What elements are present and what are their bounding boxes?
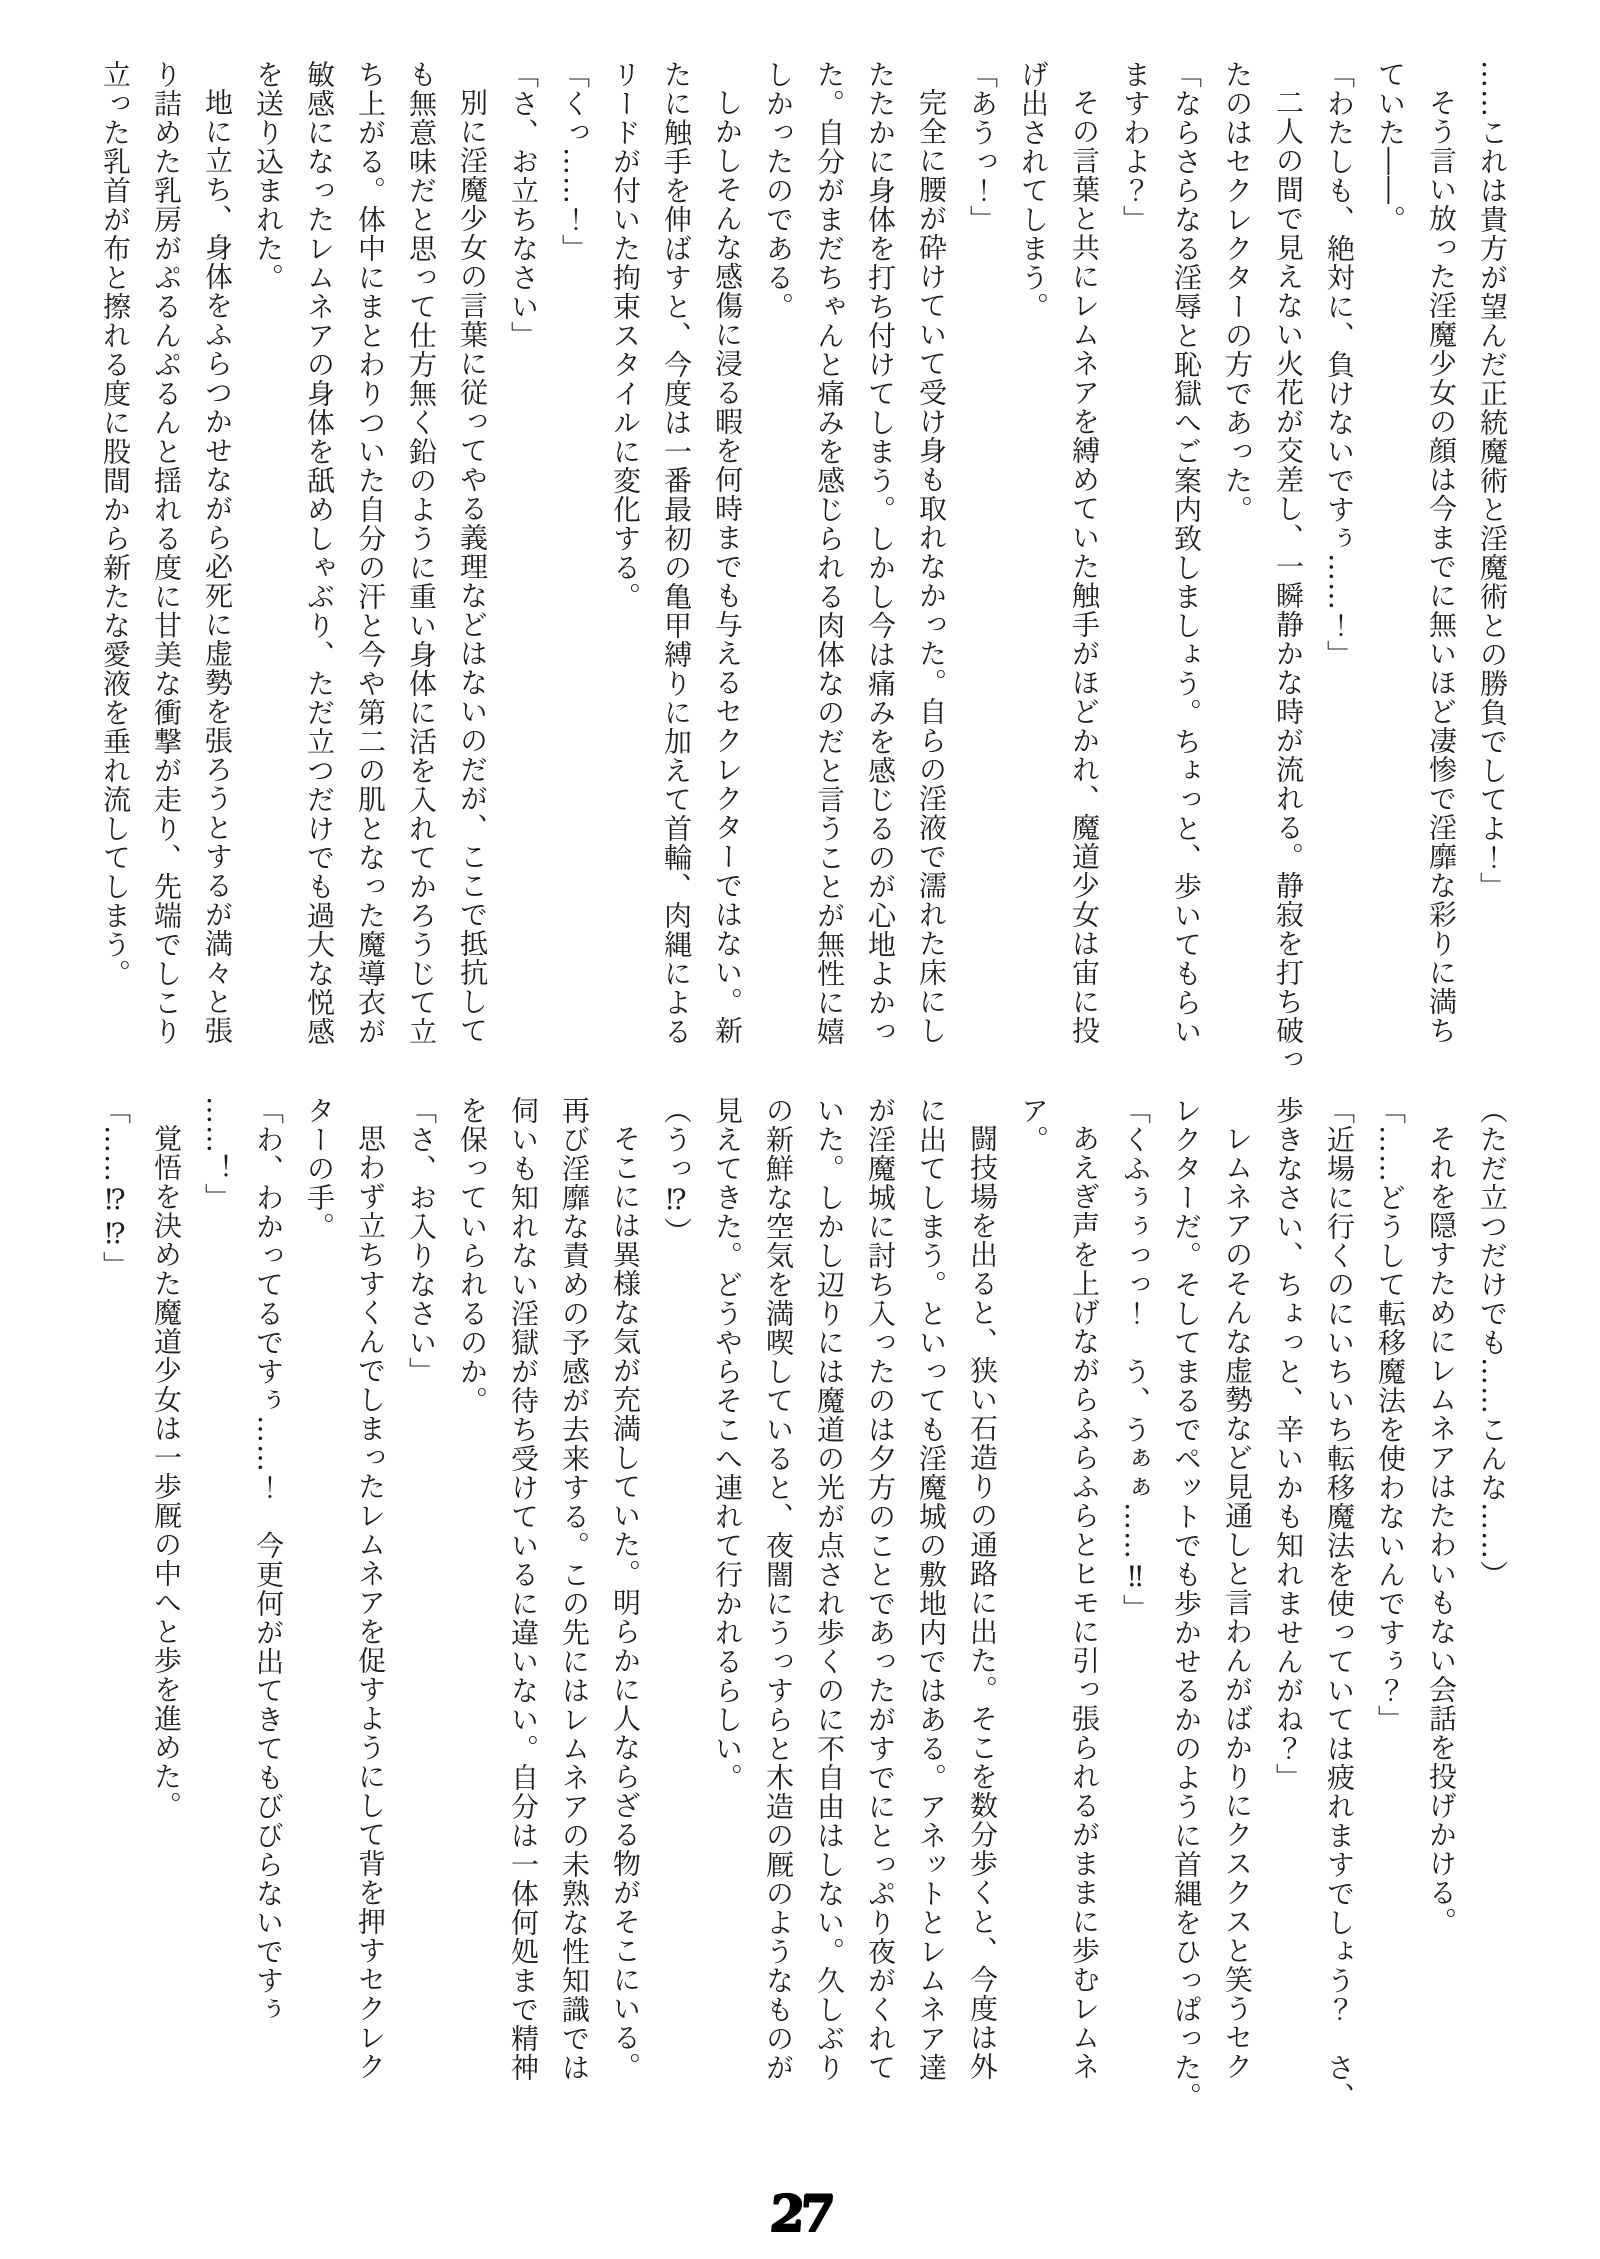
text-column: ターの手。 bbox=[303, 1096, 336, 1241]
text-column: 闘技場を出ると、狭い石造りの通路に出た。そこを数分歩くと、今度は外 bbox=[966, 1124, 999, 2081]
text-column: レクターだ。そしてまるでペットでも歩かせるかのように首縄をひっぱった。 bbox=[1170, 1096, 1203, 2111]
text-column: そう言い放った淫魔少女の顔は今までに無いほど凄惨で淫靡な彩りに満ち bbox=[1425, 88, 1458, 1045]
text-column: 歩きなさい、ちょっと、辛いかも知れませんがね？」 bbox=[1272, 1096, 1305, 1792]
text-column: リードが付いた拘束スタイルに変化する。 bbox=[609, 60, 642, 611]
text-column: 再び淫靡な責めの予感が去来する。この先にはレムネアの未熟な性知識では bbox=[558, 1096, 591, 2082]
text-column: り詰めた乳房がぷるんぷるんと揺れる度に甘美な衝撃が走り、先端でしこり bbox=[150, 60, 183, 1046]
text-column: 地に立ち、身体をふらつかせながら必死に虚勢を張ろうとするが満々と張 bbox=[201, 88, 234, 1045]
text-column: 思わず立ちすくんでしまったレムネアを促すようにして背を押すセクレク bbox=[354, 1124, 387, 2081]
text-column: その言葉と共にレムネアを縛めていた触手がほどかれ、魔道少女は宙に投 bbox=[1068, 88, 1101, 1045]
text-column: ……これは貴方が望んだ正統魔術と淫魔術との勝負でしてよ！」 bbox=[1476, 60, 1509, 901]
text-column: 「……どうして転移魔法を使わないんですぅ？」 bbox=[1374, 1096, 1407, 1734]
text-column: ち上がる。体中にまとわりついた自分の汗と今や第二の肌となった魔導衣が bbox=[354, 60, 387, 1046]
text-column: しかしそんな感傷に浸る暇を何時までも与えるセクレクターではない。新 bbox=[711, 88, 744, 1045]
text-column: 完全に腰が砕けていて受け身も取れなかった。自らの淫液で濡れた床にし bbox=[915, 88, 948, 1045]
text-column: た。自分がまだちゃんと痛みを感じられる肉体なのだと言うことが無性に嬉 bbox=[813, 60, 846, 1046]
text-column: しかったのである。 bbox=[762, 60, 795, 321]
text-column: たに触手を伸ばすと、今度は一番最初の亀甲縛りに加えて首輪、肉縄による bbox=[660, 60, 693, 1046]
text-column: 別に淫魔少女の言葉に従ってやる義理などはないのだが、ここで抵抗して bbox=[456, 88, 489, 1045]
text-column: それを隠すためにレムネアはたわいもない会話を投げかける。 bbox=[1425, 1124, 1458, 1936]
text-column: 伺いも知れない淫獄が待ち受けているに違いない。自分は一体何処まで精神 bbox=[507, 1096, 540, 2082]
text-column: そこには異様な気が充満していた。明らかに人ならざる物がそこにいる。 bbox=[609, 1124, 642, 2081]
text-column: （ただ立つだけでも……こんな……） bbox=[1476, 1096, 1509, 1589]
text-column: ていた――。 bbox=[1374, 60, 1407, 234]
bottom-text-block bbox=[90, 1096, 1518, 2128]
text-column: いた。しかし辺りには魔道の光が点され歩くのに不自由はしない。久しぶり bbox=[813, 1096, 846, 2082]
text-column: （うっ⁉） bbox=[660, 1096, 693, 1246]
text-column: を保っていられるのか。 bbox=[456, 1096, 489, 1415]
text-column: 「さ、お立ちなさい」 bbox=[507, 60, 540, 350]
text-column: レムネアのそんな虚勢など見通しと言わんがばかりにクスクスと笑うセク bbox=[1221, 1124, 1254, 2081]
text-column: 「近場に行くのにいちいち転移魔法を使っていては疲れますでしょう？ さ、 bbox=[1323, 1096, 1356, 2111]
text-column: 「……⁉⁉」 bbox=[99, 1096, 132, 1280]
text-column: 「わたしも、絶対に、負けないですぅ……！」 bbox=[1323, 60, 1356, 669]
text-column: 「くふぅぅっっ！ う、うぁぁ……‼」 bbox=[1119, 1096, 1152, 1623]
text-column: げ出されてしまう。 bbox=[1017, 60, 1050, 321]
text-column: 敏感になったレムネアの身体を舐めしゃぶり、ただ立つだけでも過大な悦感 bbox=[303, 60, 336, 1046]
text-column: 覚悟を決めた魔道少女は一歩厩の中へと歩を進めた。 bbox=[150, 1124, 183, 1820]
text-column: 見えてきた。どうやらそこへ連れて行かれるらしい。 bbox=[711, 1096, 744, 1792]
text-column: を送り込まれた。 bbox=[252, 60, 285, 292]
text-column: ア。 bbox=[1017, 1096, 1050, 1154]
text-column: ますわよ？」 bbox=[1119, 60, 1152, 234]
text-column: あえぎ声を上げながらふらふらとヒモに引っ張られるがままに歩むレムネ bbox=[1068, 1124, 1101, 2081]
text-column: 「わ、わかってるですぅ……！ 今更何が出てきてもびびらないですぅ bbox=[252, 1096, 285, 2024]
text-column: 立った乳首が布と擦れる度に股間から新たな愛液を垂れ流してしまう。 bbox=[99, 60, 132, 988]
text-column: の新鮮な空気を満喫していると、夜闇にうっすらと木造の厩のようなものが bbox=[762, 1096, 795, 2082]
page-number: 27 bbox=[768, 2184, 832, 2243]
text-column: 「ならさらなる淫辱と恥獄へご案内致しましょう。ちょっと、歩いてもらい bbox=[1170, 60, 1203, 1046]
text-column: に出てしまう。といっても淫魔城の敷地内ではある。アネットとレムネア達 bbox=[915, 1096, 948, 2082]
text-column: たたかに身体を打ち付けてしまう。しかし今は痛みを感じるのが心地よかっ bbox=[864, 60, 897, 1046]
text-column: 「あうっ！」 bbox=[966, 60, 999, 234]
text-column: が淫魔城に討ち入ったのは夕方のことであったがすでにとっぷり夜がくれて bbox=[864, 1096, 897, 2082]
text-column: も無意味だと思って仕方無く鉛のように重い身体に活を入れてかろうじて立 bbox=[405, 60, 438, 1046]
top-text-block bbox=[90, 60, 1518, 1092]
text-column: 二人の間で見えない火花が交差し、一瞬静かな時が流れる。静寂を打ち破っ bbox=[1272, 88, 1305, 1074]
text-column: 「さ、お入りなさい」 bbox=[405, 1096, 438, 1386]
text-column: たのはセクレクターの方であった。 bbox=[1221, 60, 1254, 524]
text-column: ……！」 bbox=[201, 1096, 234, 1212]
text-column: 「くっ……！」 bbox=[558, 60, 591, 263]
